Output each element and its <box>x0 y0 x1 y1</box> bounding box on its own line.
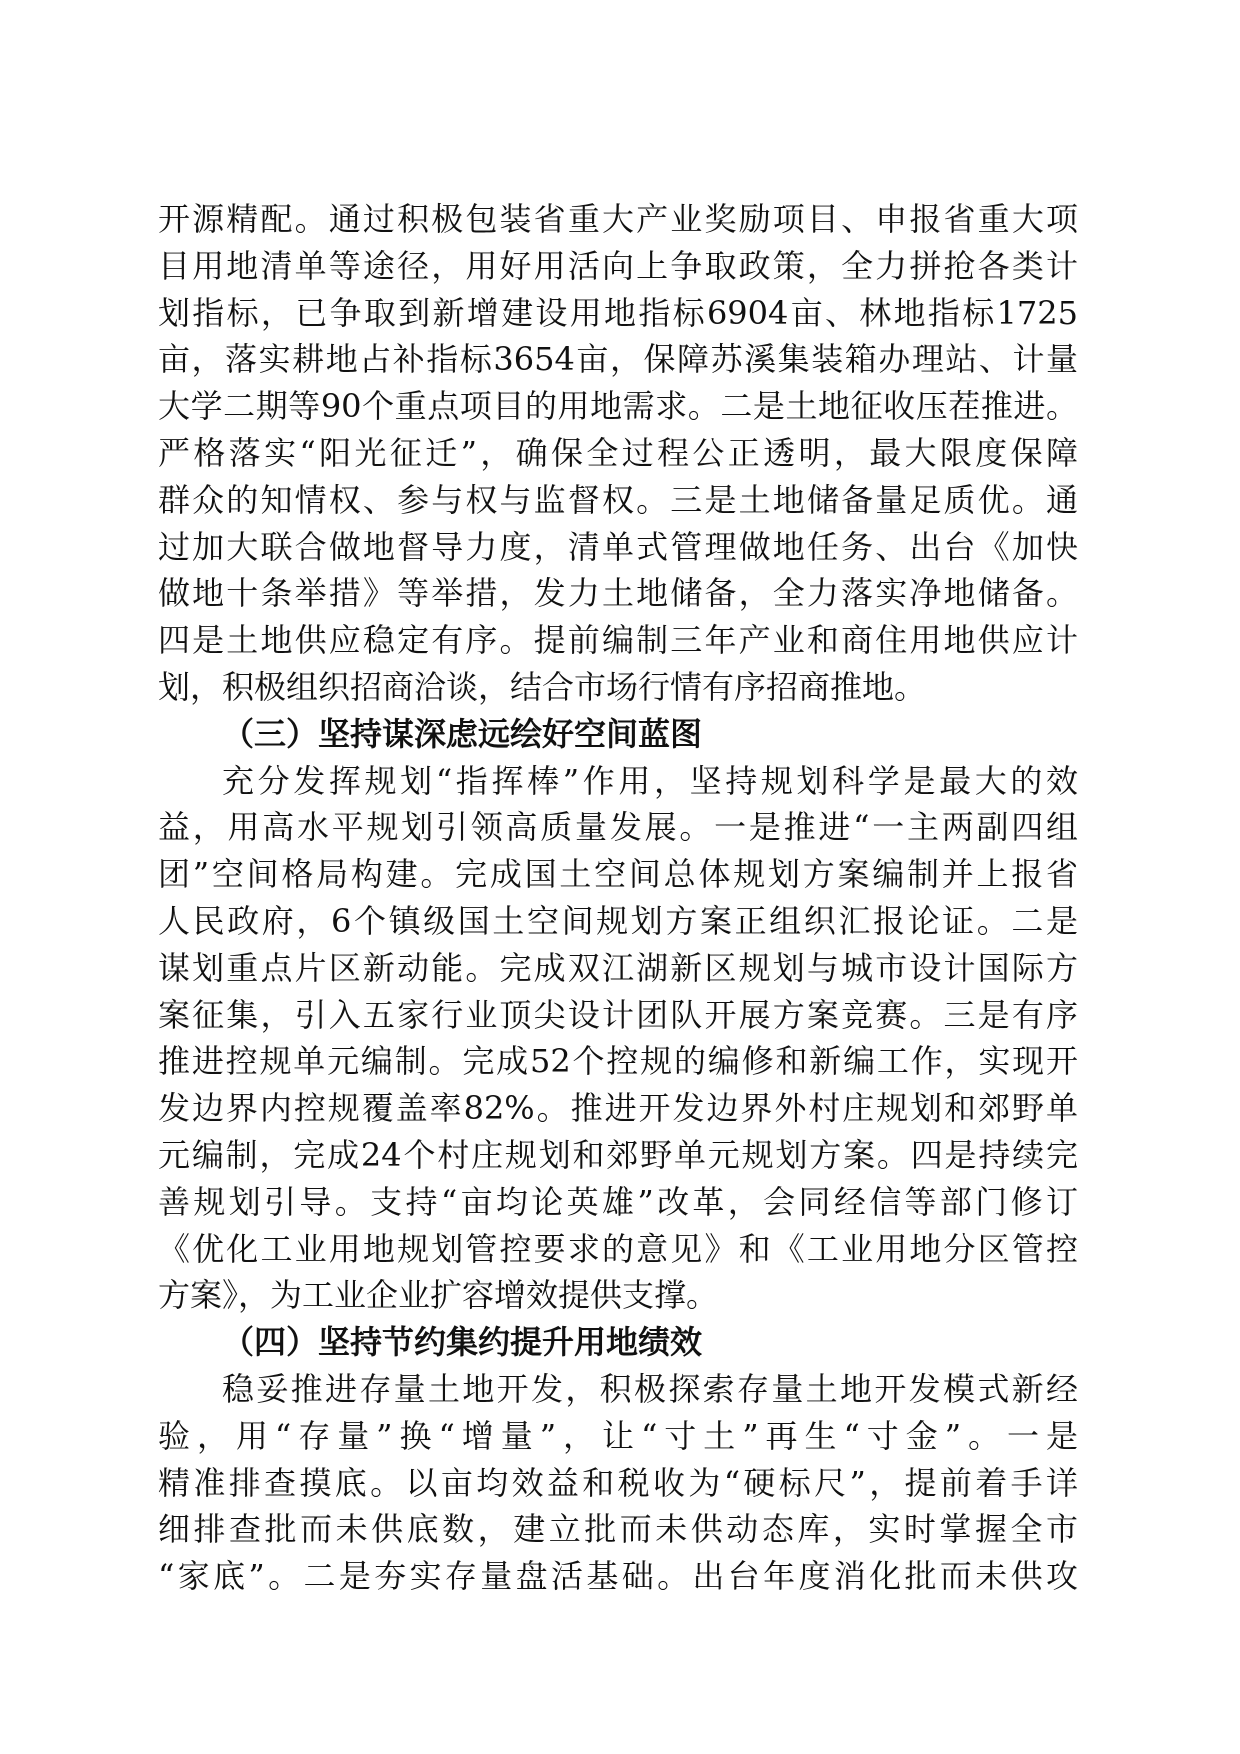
text-line: 推进控规单元编制。完成52个控规的编修和新编工作，实现开 <box>158 1042 1078 1081</box>
text-line: 方案》，为工业企业扩容增效提供支撑。 <box>158 1276 719 1315</box>
text-line: 《优化工业用地规划管控要求的意见》和《工业用地分区管控 <box>158 1229 1078 1268</box>
text-line: 善规划引导。支持“亩均论英雄”改革，会同经信等部门修订 <box>158 1182 1078 1221</box>
section-heading-3: （三）坚持谋深虑远绘好空间蓝图 <box>222 714 703 753</box>
text-line: 四是土地供应稳定有序。提前编制三年产业和商住用地供应计 <box>158 621 1078 660</box>
text-line: 团”空间格局构建。完成国土空间总体规划方案编制并上报省 <box>158 855 1078 894</box>
text-line: 验，用“存量”换“增量”，让“寸土”再生“寸金”。一是 <box>158 1416 1078 1455</box>
text-line: 目用地清单等途径，用好用活向上争取政策，全力拼抢各类计 <box>158 246 1078 285</box>
text-line: 过加大联合做地督导力度，清单式管理做地任务、出台《加快 <box>158 527 1078 566</box>
text-line: 划指标，已争取到新增建设用地指标6904亩、林地指标1725 <box>158 293 1078 332</box>
text-line: 人民政府，6个镇级国土空间规划方案正组织汇报论证。二是 <box>158 901 1078 940</box>
text-line: 元编制，完成24个村庄规划和郊野单元规划方案。四是持续完 <box>158 1135 1078 1174</box>
text-line: 大学二期等90个重点项目的用地需求。二是土地征收压茬推进。 <box>158 387 1078 426</box>
text-line: 充分发挥规划“指挥棒”作用，坚持规划科学是最大的效 <box>222 761 1078 800</box>
text-line: 发边界内控规覆盖率82%。推进开发边界外村庄规划和郊野单 <box>158 1089 1078 1128</box>
text-line: 细排查批而未供底数，建立批而未供动态库，实时掌握全市 <box>158 1510 1078 1549</box>
text-line: 亩，落实耕地占补指标3654亩，保障苏溪集装箱办理站、计量 <box>158 340 1078 379</box>
text-line: 稳妥推进存量土地开发，积极探索存量土地开发模式新经 <box>222 1369 1078 1408</box>
paragraph-land-efficiency <box>158 1366 1078 1600</box>
text-line: 精准排查摸底。以亩均效益和税收为“硬标尺”，提前着手详 <box>158 1463 1078 1502</box>
text-line: “家底”。二是夯实存量盘活基础。出台年度消化批而未供攻 <box>158 1557 1078 1596</box>
paragraph-land-supply <box>158 196 1078 711</box>
section-heading-4: （四）坚持节约集约提升用地绩效 <box>222 1323 703 1362</box>
text-line: 谋划重点片区新动能。完成双江湖新区规划与城市设计国际方 <box>158 948 1078 987</box>
text-line: 群众的知情权、参与权与监督权。三是土地储备量足质优。通 <box>158 480 1078 519</box>
text-line: 案征集，引入五家行业顶尖设计团队开展方案竞赛。三是有序 <box>158 995 1078 1034</box>
paragraph-spatial-planning <box>158 758 1078 1320</box>
text-line: 开源精配。通过积极包装省重大产业奖励项目、申报省重大项 <box>158 200 1078 238</box>
text-line: 划，积极组织招商洽谈，结合市场行情有序招商推地。 <box>158 667 927 706</box>
text-line: 严格落实“阳光征迁”，确保全过程公正透明，最大限度保障 <box>158 433 1078 472</box>
document-body <box>158 196 1078 1600</box>
text-line: 益，用高水平规划引领高质量发展。一是推进“一主两副四组 <box>158 808 1078 847</box>
text-line: 做地十条举措》等举措，发力土地储备，全力落实净地储备。 <box>158 574 1078 613</box>
